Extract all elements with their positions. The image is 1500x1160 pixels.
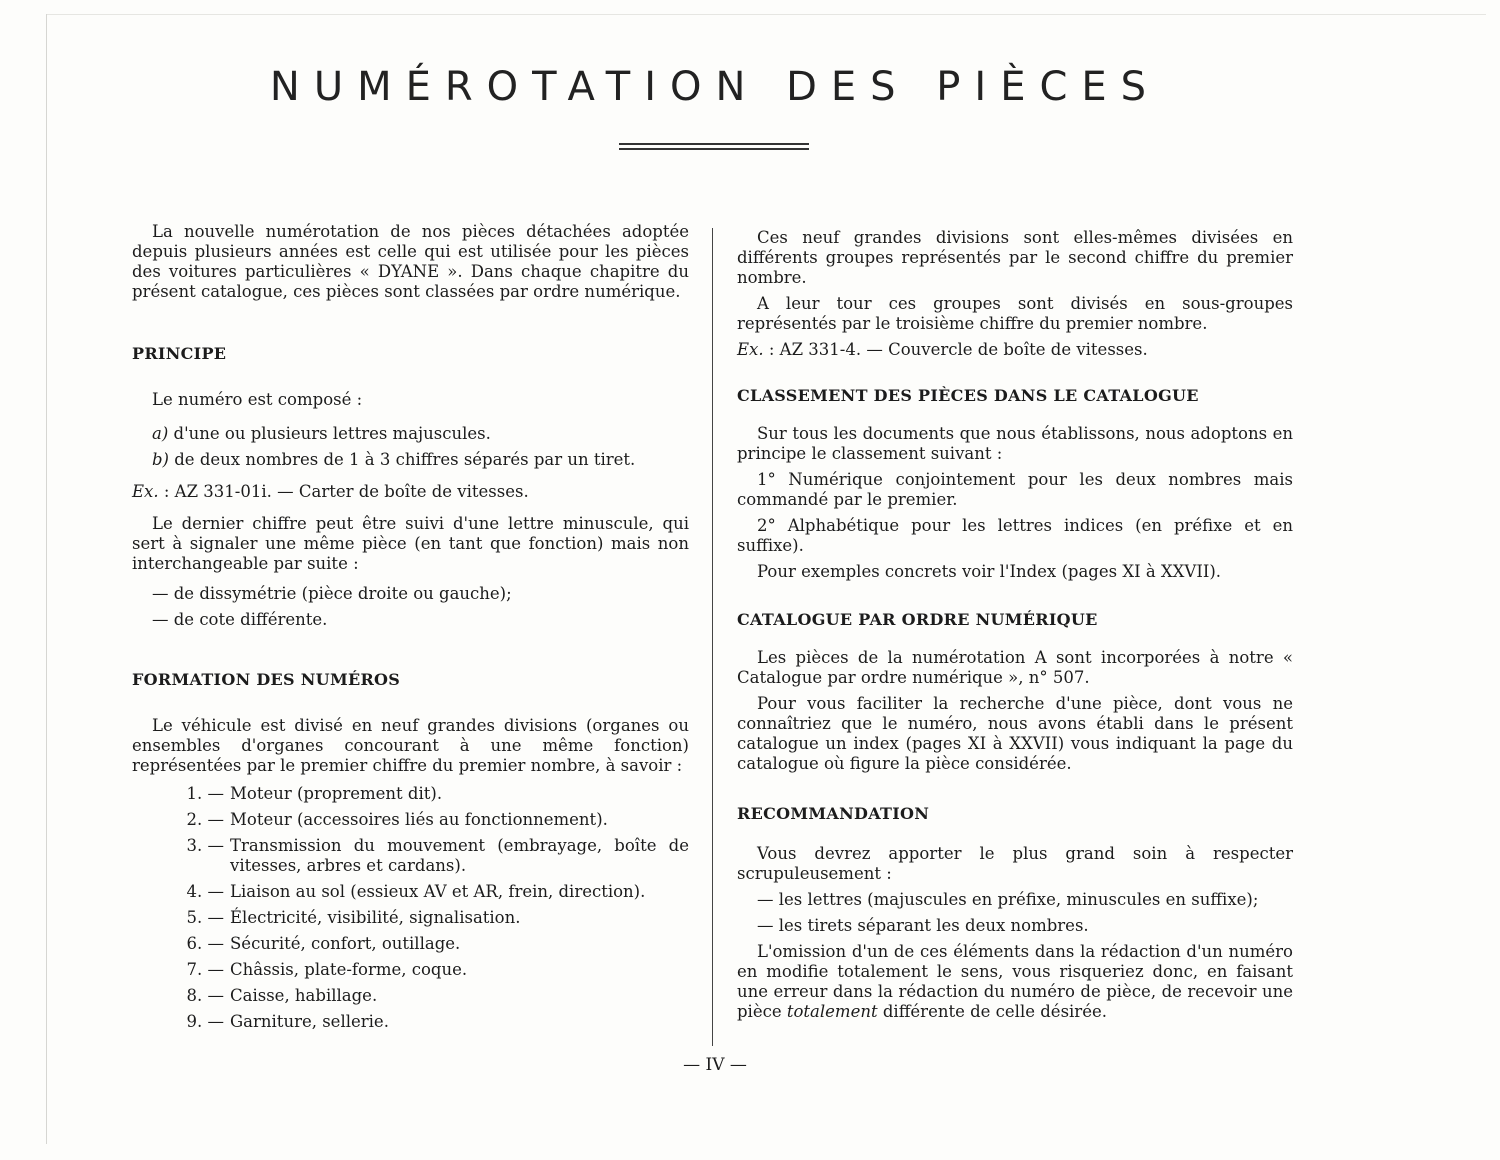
- section-heading-principe: PRINCIPE: [132, 344, 227, 363]
- item-letter: a): [152, 424, 169, 443]
- divisions-paragraph: Ces neuf grandes divisions sont elles-mêmes divisées en différents groupes représentés par le second chiffre du premier nombre.: [737, 228, 1293, 287]
- groups-example: [737, 340, 1293, 360]
- classement-paragraph: Pour exemples concrets voir l'Index (pages XI à XXVII).: [757, 562, 1222, 581]
- catalogue-paragraph: Les pièces de la numérotation A sont incorporées à notre « Catalogue par ordre numérique », n° 507.: [737, 648, 1293, 687]
- example-text: : AZ 331-01i. — Carter de boîte de vitesses.: [158, 482, 529, 501]
- list-item: [132, 986, 689, 1006]
- list-item: [132, 908, 689, 928]
- item-text: d'une ou plusieurs lettres majuscules.: [168, 424, 491, 443]
- left-column: [132, 222, 689, 1032]
- recommandation-paragraph: Vous devrez apporter le plus grand soin à respecter scrupuleusement :: [737, 844, 1293, 883]
- page-edge: [46, 14, 47, 1144]
- division-list: [132, 784, 689, 1032]
- recommandation-paragraph: [737, 942, 1293, 1022]
- list-text: Sécurité, confort, outillage.: [230, 934, 461, 953]
- classement-paragraph: 2° Alphabétique pour les lettres indices (en préfixe et en suffixe).: [737, 516, 1293, 555]
- list-item: [132, 1012, 689, 1032]
- example-label: Ex.: [132, 482, 159, 501]
- page-edge: [46, 14, 1486, 15]
- paragraph-text: L'omission d'un de ces éléments dans la rédaction d'un numéro en modifie totalement le sens, vous risqueriez donc, en faisant une erreur dans la rédaction du numéro de pièce, de recevoir une pièce: [737, 942, 1293, 1021]
- list-number: 7. —: [186, 960, 224, 979]
- principe-item-b: [132, 450, 689, 470]
- title-rule: [619, 148, 809, 150]
- list-text: Caisse, habillage.: [230, 986, 378, 1005]
- item-letter: b): [152, 450, 169, 469]
- list-text: Moteur (accessoires liés au fonctionnement).: [230, 810, 608, 829]
- list-number: 1. —: [186, 784, 224, 803]
- section-heading-recommandation: RECOMMANDATION: [737, 804, 930, 823]
- principe-dash-item: — de cote différente.: [152, 610, 328, 629]
- list-number: 2. —: [186, 810, 224, 829]
- list-text: Liaison au sol (essieux AV et AR, frein, direction).: [230, 882, 646, 901]
- list-item: [132, 960, 689, 980]
- list-number: 6. —: [186, 934, 224, 953]
- list-item: [132, 784, 689, 804]
- list-text: Électricité, visibilité, signalisation.: [230, 908, 521, 927]
- groups-paragraph: A leur tour ces groupes sont divisés en sous-groupes représentés par le troisième chiffre du premier nombre.: [737, 294, 1293, 333]
- list-text: Garniture, sellerie.: [230, 1012, 389, 1031]
- emphasis-text: totalement: [786, 1002, 878, 1021]
- recommandation-dash-item: — les lettres (majuscules en préfixe, minuscules en suffixe);: [757, 890, 1259, 909]
- list-item: [132, 934, 689, 954]
- list-text: Moteur (proprement dit).: [230, 784, 443, 803]
- catalogue-paragraph: Pour vous faciliter la recherche d'une pièce, dont vous ne connaîtriez que le numéro, nous avons établi dans le présent catalogue un index (pages XI à XXVII) vous indiquant la page du catalogue où figure la pièce considérée.: [737, 694, 1293, 773]
- principe-composition: Le numéro est composé :: [152, 390, 363, 409]
- page-number: — IV —: [683, 1055, 747, 1075]
- column-divider: [712, 228, 713, 1046]
- list-text: Transmission du mouvement (embrayage, boîte de vitesses, arbres et cardans).: [230, 836, 689, 875]
- section-heading-classement: CLASSEMENT DES PIÈCES DANS LE CATALOGUE: [737, 386, 1199, 405]
- section-heading-formation: FORMATION DES NUMÉROS: [132, 670, 401, 689]
- list-number: 9. —: [186, 1012, 224, 1031]
- paragraph-text: différente de celle désirée.: [877, 1002, 1107, 1021]
- item-text: de deux nombres de 1 à 3 chiffres séparés par un tiret.: [169, 450, 636, 469]
- title-rule: [619, 143, 809, 145]
- section-heading-catalogue: CATALOGUE PAR ORDRE NUMÉRIQUE: [737, 610, 1098, 629]
- list-number: 5. —: [186, 908, 224, 927]
- classement-paragraph: 1° Numérique conjointement pour les deux nombres mais commandé par le premier.: [737, 470, 1293, 509]
- list-text: Châssis, plate-forme, coque.: [230, 960, 468, 979]
- recommandation-dash-item: — les tirets séparant les deux nombres.: [757, 916, 1089, 935]
- list-item: [132, 882, 689, 902]
- principe-example: [132, 482, 689, 502]
- example-label: Ex.: [737, 340, 764, 359]
- right-column: [737, 222, 1293, 1022]
- intro-paragraph: La nouvelle numérotation de nos pièces détachées adoptée depuis plusieurs années est celle qui est utilisée pour les pièces des voitures particulières « DYANE ». Dans chaque chapitre du présent catalogue, ces pièces sont classées par ordre numérique.: [132, 222, 689, 301]
- principe-last-digit: Le dernier chiffre peut être suivi d'une lettre minuscule, qui sert à signaler une même pièce (en tant que fonction) mais non interchangeable par suite :: [132, 514, 689, 573]
- example-text: : AZ 331-4. — Couvercle de boîte de vitesses.: [763, 340, 1148, 359]
- list-number: 8. —: [186, 986, 224, 1005]
- classement-paragraph: Sur tous les documents que nous établissons, nous adoptons en principe le classement suivant :: [737, 424, 1293, 463]
- list-item: [132, 836, 689, 876]
- principe-item-a: [132, 424, 689, 444]
- formation-intro: Le véhicule est divisé en neuf grandes divisions (organes ou ensembles d'organes concourant à une même fonction) représentées par le premier chiffre du premier nombre, à savoir :: [132, 716, 689, 775]
- list-number: 3. —: [186, 836, 224, 855]
- page-title: NUMÉROTATION DES PIÈCES: [269, 64, 1161, 110]
- principe-dash-item: — de dissymétrie (pièce droite ou gauche);: [152, 584, 512, 603]
- list-number: 4. —: [186, 882, 224, 901]
- list-item: [132, 810, 689, 830]
